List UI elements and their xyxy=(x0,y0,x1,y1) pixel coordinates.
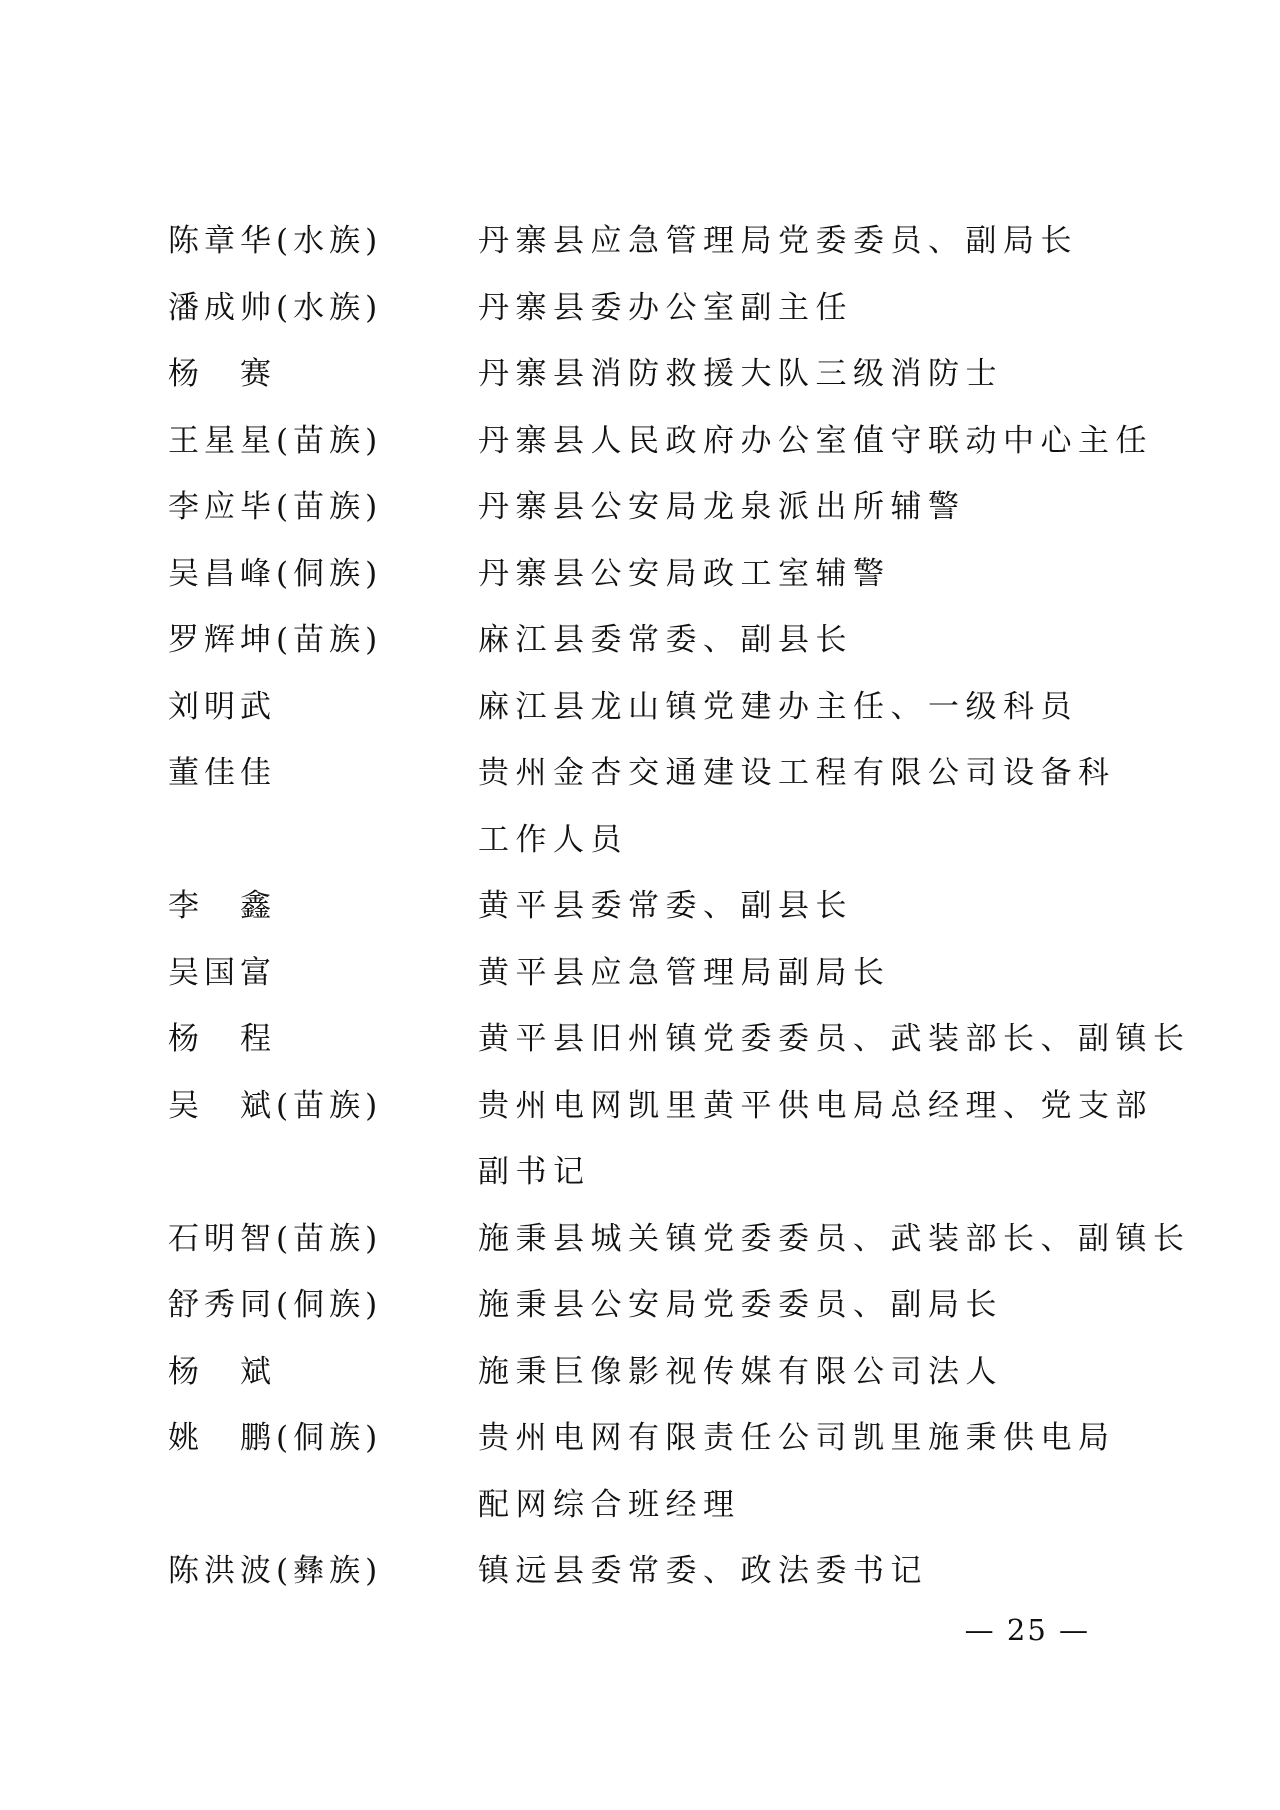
person-position xyxy=(478,1006,1191,1073)
position-line: 麻江县委常委、副县长 xyxy=(478,622,853,658)
person-name: 李应毕(苗族) xyxy=(168,489,383,525)
list-item xyxy=(168,940,1128,1007)
person-position xyxy=(478,873,1128,940)
person-position xyxy=(478,541,1128,608)
list-item xyxy=(168,674,1128,741)
position-line: 丹寨县委办公室副主任 xyxy=(478,289,853,326)
person-name: 董佳佳 xyxy=(168,755,276,791)
person-position xyxy=(478,275,1128,342)
list-item xyxy=(168,1073,1153,1206)
list-item xyxy=(168,1206,1191,1273)
person-name: 石明智(苗族) xyxy=(168,1220,383,1257)
person-position xyxy=(478,341,1128,408)
position-line: 副书记 xyxy=(478,1154,591,1190)
person-name: 罗辉坤(苗族) xyxy=(168,622,383,658)
person-name: 王星星(苗族) xyxy=(168,422,383,459)
person-position xyxy=(478,607,1128,674)
list-item xyxy=(168,208,1128,275)
position-line: 施秉县城关镇党委委员、武装部长、副镇长 xyxy=(478,1220,1191,1257)
list-item xyxy=(168,740,1128,873)
position-line: 黄平县应急管理局副局长 xyxy=(478,954,891,991)
person-name: 吴昌峰(侗族) xyxy=(168,555,383,592)
person-name: 潘成帅(水族) xyxy=(168,289,383,326)
position-line: 丹寨县消防救援大队三级消防士 xyxy=(478,356,1003,392)
person-name: 姚 鹏(侗族) xyxy=(168,1420,383,1456)
list-item xyxy=(168,541,1128,608)
person-name: 陈章华(水族) xyxy=(168,223,383,259)
person-position xyxy=(478,1339,1128,1406)
position-line: 麻江县龙山镇党建办主任、一级科员 xyxy=(478,688,1078,725)
page-number: — 25 — xyxy=(964,1613,1090,1647)
position-line: 施秉巨像影视传媒有限公司法人 xyxy=(478,1353,1003,1390)
list-item xyxy=(168,1339,1128,1406)
person-name: 陈洪波(彝族) xyxy=(168,1553,383,1589)
list-item xyxy=(168,474,1128,541)
list-item xyxy=(168,275,1128,342)
person-name: 李 鑫 xyxy=(168,888,276,924)
position-line: 丹寨县公安局龙泉派出所辅警 xyxy=(478,489,966,525)
person-position xyxy=(478,474,1128,541)
person-position xyxy=(478,1206,1191,1273)
person-name: 杨 程 xyxy=(168,1021,276,1057)
list-item xyxy=(168,607,1128,674)
personnel-list xyxy=(168,208,1191,1605)
position-line: 镇远县委常委、政法委书记 xyxy=(478,1553,928,1589)
person-position xyxy=(478,674,1128,741)
person-position xyxy=(478,1272,1128,1339)
position-line: 贵州金杏交通建设工程有限公司设备科 xyxy=(478,755,1116,791)
position-line: 贵州电网凯里黄平供电局总经理、党支部 xyxy=(478,1087,1153,1124)
person-position xyxy=(478,408,1153,475)
position-line: 黄平县委常委、副县长 xyxy=(478,888,853,924)
position-line: 贵州电网有限责任公司凯里施秉供电局 xyxy=(478,1420,1116,1456)
position-line: 丹寨县公安局政工室辅警 xyxy=(478,555,891,592)
list-item xyxy=(168,1006,1191,1073)
person-position xyxy=(478,1405,1128,1538)
position-line: 丹寨县应急管理局党委委员、副局长 xyxy=(478,223,1078,259)
person-position xyxy=(478,940,1128,1007)
person-position xyxy=(478,1538,1128,1605)
list-item xyxy=(168,873,1128,940)
person-name: 舒秀同(侗族) xyxy=(168,1287,383,1323)
person-position xyxy=(478,208,1128,275)
position-line: 施秉县公安局党委委员、副局长 xyxy=(478,1287,1003,1323)
person-name: 吴国富 xyxy=(168,954,276,991)
position-line: 工作人员 xyxy=(478,821,628,858)
person-name: 刘明武 xyxy=(168,688,276,725)
person-name: 吴 斌(苗族) xyxy=(168,1087,383,1124)
person-position xyxy=(478,740,1128,873)
position-line: 丹寨县人民政府办公室值守联动中心主任 xyxy=(478,422,1153,459)
person-name: 杨 赛 xyxy=(168,356,276,392)
list-item xyxy=(168,1405,1128,1538)
list-item xyxy=(168,341,1128,408)
list-item xyxy=(168,408,1153,475)
person-position xyxy=(478,1073,1153,1206)
list-item xyxy=(168,1272,1128,1339)
list-item xyxy=(168,1538,1128,1605)
person-name: 杨 斌 xyxy=(168,1353,276,1390)
position-line: 配网综合班经理 xyxy=(478,1486,741,1523)
position-line: 黄平县旧州镇党委委员、武装部长、副镇长 xyxy=(478,1021,1191,1057)
